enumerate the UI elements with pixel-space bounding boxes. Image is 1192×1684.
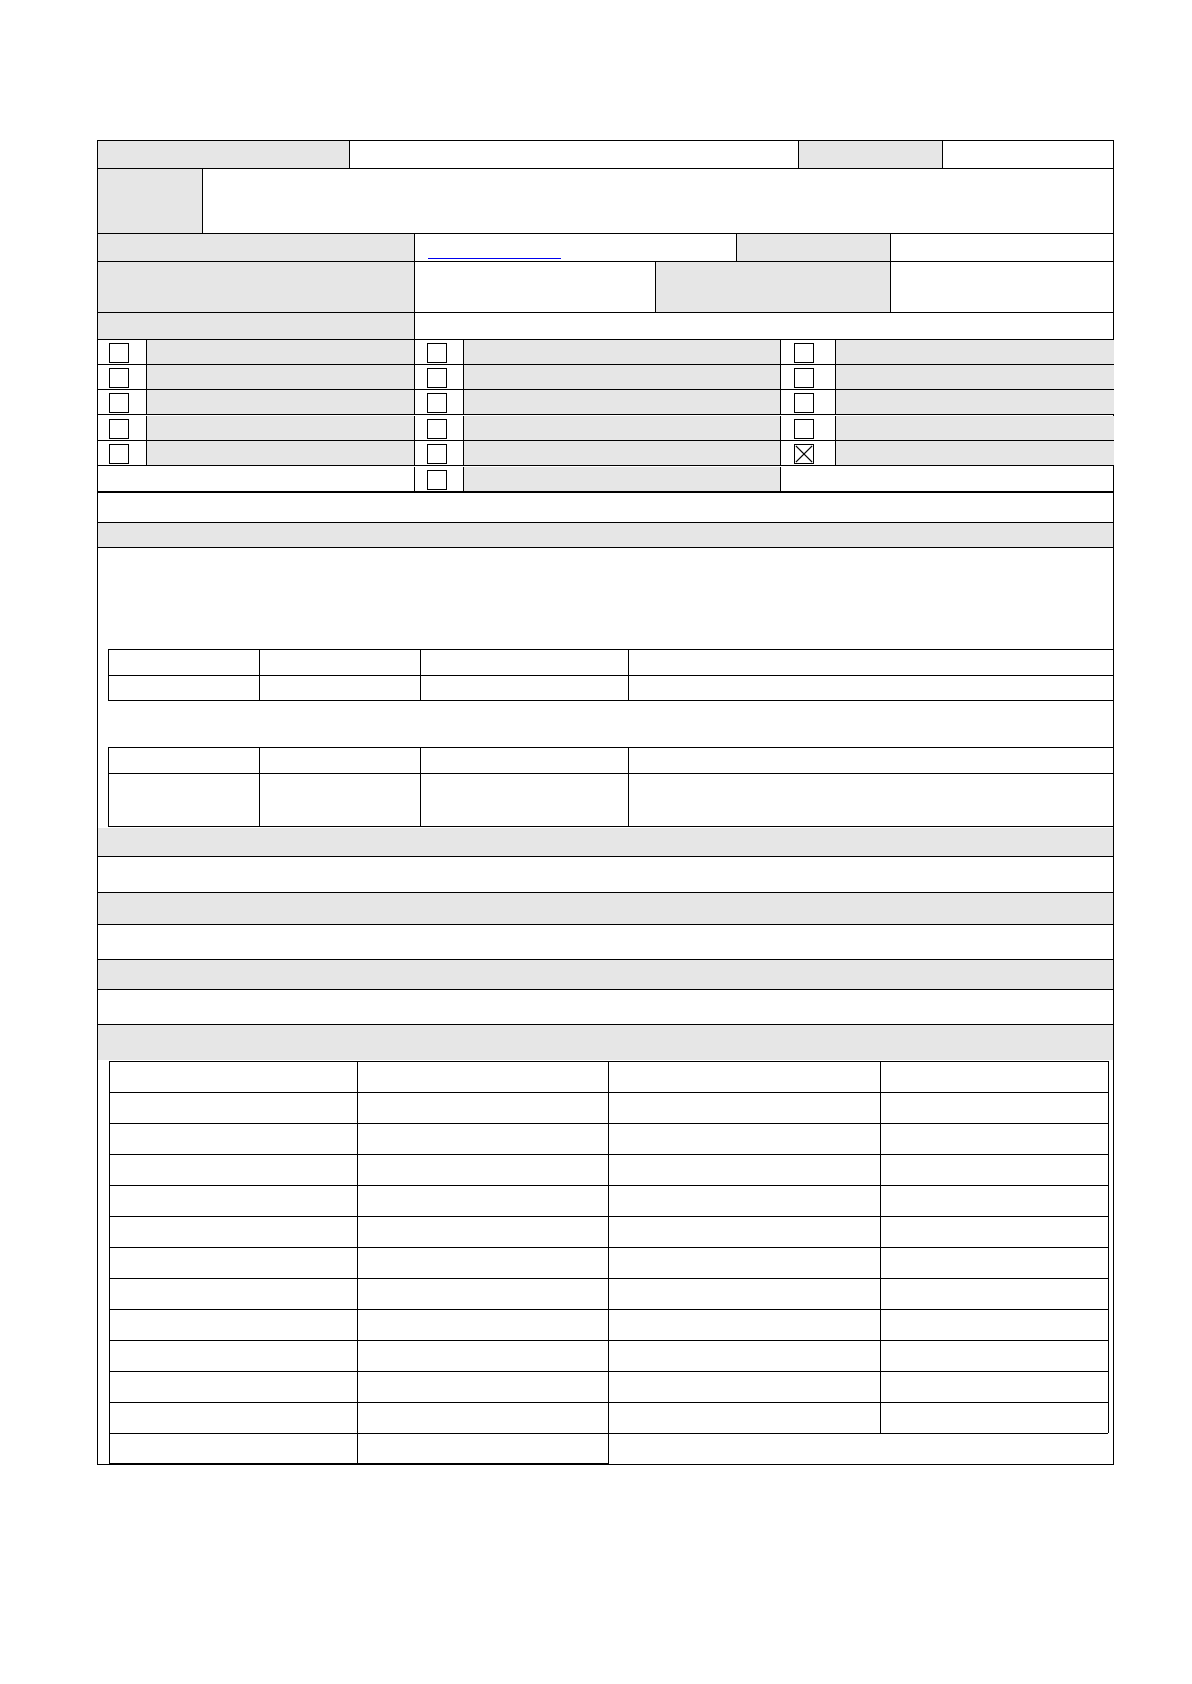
checkbox[interactable] [109, 419, 129, 439]
table-cell[interactable] [358, 1403, 608, 1433]
checkbox[interactable] [794, 393, 814, 413]
checkbox-label [147, 365, 414, 389]
table-cell[interactable] [110, 1310, 357, 1340]
checkbox-label [464, 416, 780, 440]
contact-value[interactable] [891, 262, 1113, 312]
table-cell[interactable] [881, 1155, 1108, 1185]
phone-value[interactable] [891, 234, 1113, 261]
checkbox-label [147, 390, 414, 414]
table-cell[interactable] [609, 1155, 880, 1185]
table-cell[interactable] [609, 1062, 880, 1092]
checkbox-label [464, 365, 780, 389]
section-3-header [98, 893, 1113, 924]
checkbox[interactable] [427, 393, 447, 413]
checkbox-label [464, 441, 780, 465]
table-cell[interactable] [609, 1310, 880, 1340]
checkbox[interactable] [794, 343, 814, 363]
table-cell[interactable] [358, 1279, 608, 1309]
checkbox-label [836, 365, 1114, 389]
table-cell[interactable] [881, 1310, 1108, 1340]
checkbox-label [464, 340, 780, 364]
checkbox[interactable] [427, 444, 447, 464]
section-4-body[interactable] [98, 990, 1113, 1024]
table-cell[interactable] [110, 1217, 357, 1247]
category-label [98, 313, 414, 339]
table-cell[interactable] [881, 1341, 1108, 1371]
table-cell[interactable] [609, 1248, 880, 1278]
table-cell[interactable] [358, 1155, 608, 1185]
table-cell[interactable] [609, 1124, 880, 1154]
section-5-header [98, 1025, 1113, 1060]
table-cell[interactable] [358, 1434, 608, 1463]
table-cell[interactable] [609, 1279, 880, 1309]
checkbox[interactable] [427, 470, 447, 490]
table-cell[interactable] [881, 1186, 1108, 1216]
table-cell[interactable] [110, 1155, 357, 1185]
description-label [98, 169, 202, 233]
table-cell[interactable] [110, 1372, 357, 1402]
table-cell[interactable] [881, 1217, 1108, 1247]
table-cell[interactable] [609, 1372, 880, 1402]
email-label [98, 234, 414, 261]
section-2-header [98, 828, 1113, 856]
table-cell[interactable] [110, 1186, 357, 1216]
table-cell[interactable] [358, 1062, 608, 1092]
header-field-label [98, 141, 349, 168]
table-cell[interactable] [358, 1093, 608, 1123]
table-cell[interactable] [110, 1062, 357, 1092]
checkbox[interactable] [794, 444, 814, 464]
table-cell[interactable] [609, 1093, 880, 1123]
table-cell[interactable] [609, 1403, 880, 1433]
table-cell[interactable] [110, 1403, 357, 1433]
table-cell[interactable] [609, 1186, 880, 1216]
checkbox[interactable] [427, 343, 447, 363]
checkbox-label [836, 340, 1114, 364]
checkbox[interactable] [109, 444, 129, 464]
address-value[interactable] [415, 262, 655, 312]
table-cell[interactable] [358, 1372, 608, 1402]
table-cell[interactable] [358, 1310, 608, 1340]
section-1-header [98, 523, 1113, 547]
section-4-header [98, 960, 1113, 989]
email-link[interactable] [428, 258, 561, 259]
table-cell[interactable] [881, 1372, 1108, 1402]
email-value [415, 234, 736, 261]
table-cell[interactable] [881, 1279, 1108, 1309]
table-cell[interactable] [609, 1341, 880, 1371]
checkbox[interactable] [109, 343, 129, 363]
table-cell[interactable] [110, 1434, 357, 1463]
checkbox-label [147, 441, 414, 465]
table-cell[interactable] [881, 1124, 1108, 1154]
table-cell[interactable] [609, 1217, 880, 1247]
description-field[interactable] [203, 169, 1113, 233]
section-2-body[interactable] [98, 857, 1113, 892]
checkbox[interactable] [427, 368, 447, 388]
checkbox[interactable] [109, 393, 129, 413]
checkbox[interactable] [109, 368, 129, 388]
table-cell[interactable] [110, 1248, 357, 1278]
checkbox[interactable] [794, 419, 814, 439]
table-cell[interactable] [358, 1186, 608, 1216]
checkbox-label [836, 416, 1114, 440]
address-label [98, 262, 414, 312]
table-cell[interactable] [110, 1093, 357, 1123]
table-cell[interactable] [881, 1403, 1108, 1433]
header-field-value[interactable] [350, 141, 798, 168]
note-row[interactable] [98, 493, 1113, 522]
table-cell[interactable] [110, 1279, 357, 1309]
table-cell[interactable] [881, 1093, 1108, 1123]
checkbox[interactable] [427, 419, 447, 439]
checkbox-label [836, 390, 1114, 414]
table-cell[interactable] [358, 1341, 608, 1371]
table-cell[interactable] [881, 1062, 1108, 1092]
contact-label [656, 262, 890, 312]
section-3-body[interactable] [98, 925, 1113, 959]
checkbox[interactable] [794, 368, 814, 388]
checkbox-label [836, 441, 1114, 465]
table-cell[interactable] [110, 1341, 357, 1371]
checkbox-label [464, 467, 780, 491]
table-cell[interactable] [881, 1248, 1108, 1278]
header-date-label [799, 141, 942, 168]
table-cell[interactable] [358, 1124, 608, 1154]
table-cell[interactable] [110, 1124, 357, 1154]
table-cell[interactable] [358, 1217, 608, 1247]
table-cell[interactable] [358, 1248, 608, 1278]
checkbox-label [464, 390, 780, 414]
checkbox-label [147, 340, 414, 364]
header-date-value[interactable] [943, 141, 1113, 168]
checkbox-label [147, 416, 414, 440]
section-1-body[interactable] [98, 548, 1113, 828]
phone-label [737, 234, 890, 261]
category-value[interactable] [415, 313, 1113, 339]
